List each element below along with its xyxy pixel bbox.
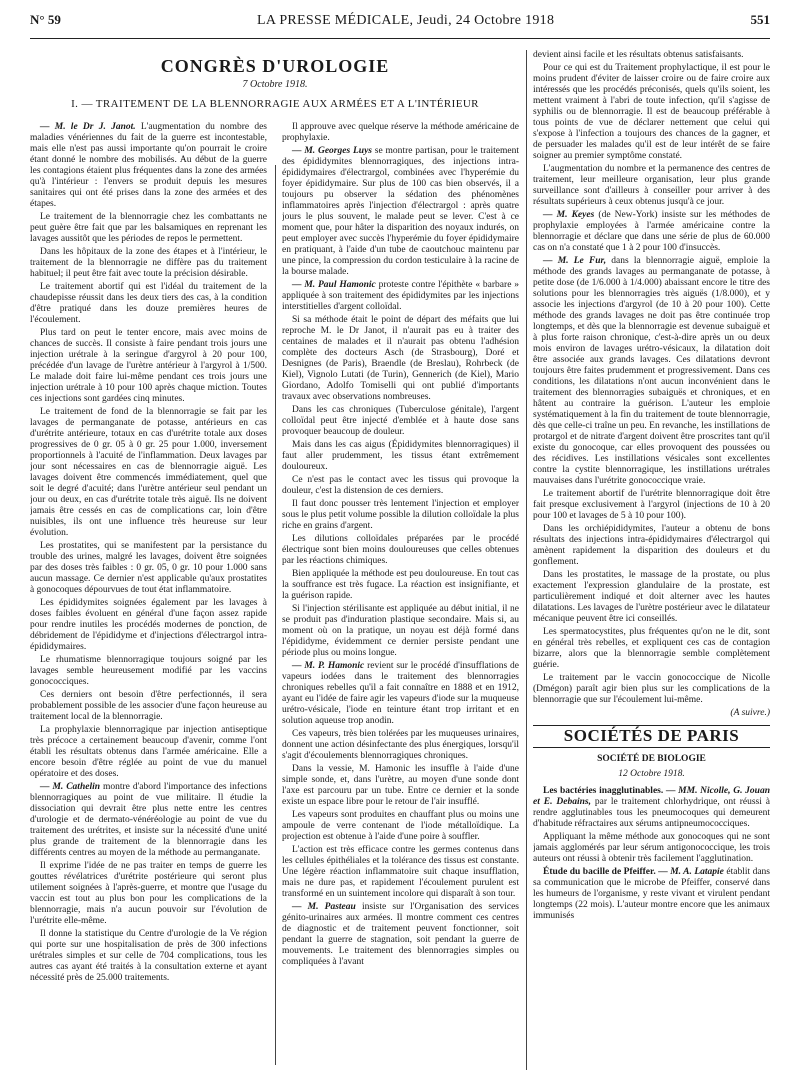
paragraph: L'action est très efficace contre les germes contenus dans les cellules épithéliales et la tolérance des tissus est constante. Une légère réaction inflammatoire suit chaque insufflation, mais ne dure pas, et rapidement l'écoulement purulent est transformé en un suintement incolore qui disparaît à son tour. xyxy=(282,845,519,899)
paragraph: Le rhumatisme blennorragique toujours soigné par les lavages semble heureusement modifié par les vaccins gonococciques. xyxy=(30,655,267,687)
speaker-name: — M. Le Fur, xyxy=(543,256,607,266)
paragraph-text: établit dans sa communication que le microbe de Pfeiffer, conservé dans les humeurs de l'organisme, y reste vivant et virulent pendant longtemps (22 mois). L'auteur montre encore que les animaux immunisés xyxy=(533,867,770,921)
paragraph-text: insiste sur l'Organisation des services génito-urinaires aux armées. Il montre comment ces centres de diagnostic et de traitement peuvent fonctionner, soit pendant la guerre de stagnation, soit pendant la guerre de mouvements. Le traitement des blennorragies simples ou compliquées à l'avant xyxy=(282,902,519,967)
societies-heading: SOCIÉTÉS DE PARIS xyxy=(563,726,740,745)
paragraph: Le traitement de fond de la blennorragie se fait par les lavages de permanganate de potasse, antérieurs en cas d'urétrite antérieure, totaux en cas d'urétrite totale aux doses progressives de 0 gr. 05 à 0 gr. 25 pour 1.000, inversement proportionnels à l'acuité de l'inflammation. Deux lavages par jour sont nécessaires en cas de blennorragie aiguë. Les lavages doivent être commencés immédiatement, quel que soit le degré d'acuité; dans l'urètre antérieur seul pendant un jour ou deux, en cas d'urétrite totale très aiguë. Ils ne doivent jamais être cessés en cas de complications car, loin d'être nuisibles, ils ont une influence très heureuse sur leur évolution. xyxy=(30,407,267,538)
publication-title: LA PRESSE MÉDICALE, Jeudi, 24 Octobre 1918 xyxy=(257,13,555,28)
paragraph xyxy=(282,902,519,968)
paragraph: Dans les orchiépididymites, l'auteur a obtenu de bons résultats des injections intra-épididymaires d'électrargol qui amènent rapidement la disparition des douleurs et du gonflement. xyxy=(533,524,770,567)
column-3 xyxy=(533,50,770,1070)
speaker-name: — M. Pasteau xyxy=(292,902,356,912)
paragraph-text: par le traitement chlorhydrique, ont réussi à rendre agglutinables tous les pneumocoques qui demeurent d'habitude réfractaires aux sérums antipneumococciques. xyxy=(533,797,770,829)
continued-note: (A suivre.) xyxy=(730,708,770,718)
society-date: 12 Octobre 1918. xyxy=(618,769,685,779)
paragraph: Il faut donc pousser très lentement l'injection et employer sous le plus petit volume possible la dilution colloïdale la plus riche en grains d'argent. xyxy=(282,499,519,531)
section-divider xyxy=(533,747,770,748)
speaker-name: — M. A. Latapie xyxy=(655,867,724,877)
speaker-name: — M. P. Hamonic xyxy=(292,661,365,671)
paragraph: Il donne la statistique du Centre d'urologie de la Ve région qui porte sur une hospitalisation de près de 300 infections urétrales simples et sur celle de 704 complications, tous les autres cas ayant été traités à la consultation externe et ayant nécessité près de 25.000 traitements. xyxy=(30,929,267,983)
paragraph: Si sa méthode était le point de départ des méfaits que lui reproche M. le Dr Janot, il n'aurait pas eu à traiter des centaines de malades et il n'aurait pas obtenu l'adhésion complète des docteurs Asch (de Strasbourg), Doré et Desnignes (de Paris), Braendle (de Breslau), Rohrbeck (de Kiel), Vignolo Lutati (de Turin), Gennerich (de Kiel), Mario Giordano, Adolfo Tomiselli qui ont publié d'importants travaux avec observations nombreuses. xyxy=(282,315,519,402)
speaker-name: — M. Cathelin xyxy=(40,782,101,792)
paragraph: Ces vapeurs, très bien tolérées par les muqueuses urinaires, donnent une action désinfectante des plus énergiques, lorsqu'il s'agit d'écoulements blennorragiques chroniques. xyxy=(282,729,519,761)
item-heading: Étude du bacille de Pfeiffer. xyxy=(543,867,656,877)
paragraph xyxy=(533,786,770,830)
paragraph: Bien appliquée la méthode est peu douloureuse. En tout cas la souffrance est très fugace. La réaction est insignifiante, et la guérison rapide. xyxy=(282,569,519,601)
paragraph: Le traitement abortif qui est l'idéal du traitement de la chaudepisse réussit dans les deux tiers des cas, à la condition d'être pratiqué dans les douze premières heures de l'écoulement. xyxy=(30,282,267,325)
page-header xyxy=(30,12,770,39)
column-divider xyxy=(526,50,527,1070)
paragraph xyxy=(282,661,519,727)
paragraph: Le traitement par le vaccin gonococcique de Nicolle (Dmégon) paraît agir bien plus sur les complications de la blennorragie que sur l'écoulement lui-même. xyxy=(533,673,770,705)
paragraph: La prophylaxie blennorragique par injection antiseptique très précoce a certainement beaucoup d'avenir, comme l'ont établi les résultats obtenus dans l'armée américaine. Elle a encore besoin d'être réglée au point de vue du manuel opératoire et des doses. xyxy=(30,725,267,779)
paragraph-text: se montre partisan, pour le traitement des épididymites blennorragiques, des injections intra-épididymaires d'électrargol, combinées avec l'hyperémie du foyer épididymaire. Sur plus de 100 cas bien observés, il a toujours pu observer la sédation des phénomènes inflammatoires après l'injection d'électrargol : après quatre jours le plus souvent, le malade peut se lever. C'est à ce moment que, pour hâter la disparition des noyaux indurés, on peut employer avec succès l'hyperémie du foyer épididymaire en pratiquant, à l'aide d'un tube de caoutchouc maintenu par une pince, la compression du cordon testiculaire à la racine de la bourse malade. xyxy=(282,146,519,277)
paragraph: Les spermatocystites, plus fréquentes qu'on ne le dit, sont en général très rebelles, et expliquent ces cas de contagion bizarre, alors que la blennorragie semble complètement guérie. xyxy=(533,627,770,670)
column-2 xyxy=(282,122,519,1070)
speaker-name: — M. le Dr J. Janot. xyxy=(40,122,136,132)
paragraph xyxy=(533,256,770,487)
paragraph: Les dilutions colloïdales préparées par le procédé électrique sont bien moins douloureuses que celles obtenues par les réactions chimiques. xyxy=(282,534,519,566)
paragraph xyxy=(282,280,519,313)
paragraph xyxy=(533,210,770,254)
paragraph: Le traitement de la blennorragie chez les combattants ne peut guère être fait que par les balsamiques en reprenant les lavages aussitôt que les périodes de repos le permettent. xyxy=(30,212,267,244)
paragraph: L'augmentation du nombre et la permanence des centres de traitement, leur meilleure organisation, leur plus grande surveillance sont d'ailleurs à conseiller pour arriver à des résultats supérieurs à ceux obtenus jusqu'à ce jour. xyxy=(533,164,770,207)
paragraph: Les vapeurs sont produites en chauffant plus ou moins une ampoule de verre contenant de l'iode métalloïdique. La projection est obtenue à l'aide d'une poire à souffler. xyxy=(282,810,519,842)
paragraph: Ce n'est pas le contact avec les tissus qui provoque la douleur, c'est la distension de ces derniers. xyxy=(282,475,519,496)
paragraph: Mais dans les cas aigus (Épididymites blennorragiques) il faut aller prudemment, les tissus étant extrêmement douloureux. xyxy=(282,440,519,472)
paragraph xyxy=(30,782,267,859)
speaker-name: — M. Georges Luys xyxy=(292,146,372,156)
issue-number: N° 59 xyxy=(30,12,61,27)
section-title: I. — TRAITEMENT DE LA BLENNORRAGIE AUX ARMÉES ET A L'INTÉRIEUR xyxy=(71,98,479,110)
paragraph: Dans la vessie, M. Hamonic les insuffle à l'aide d'une simple sonde, et, dans l'urètre, au moyen d'une sonde dont l'axe est parcouru par un tube. Entre ce dernier et la sonde existe un espace libre pour le retour de l'air insufflé. xyxy=(282,764,519,807)
paragraph xyxy=(282,146,519,278)
paragraph: Appliquant la même méthode aux gonocoques qui ne sont jamais agglomérés par leur sérum antigonococcique, les trois auteurs ont réussi à obtenir très facilement l'agglutination. xyxy=(533,832,770,864)
congress-date: 7 Octobre 1918. xyxy=(242,79,308,90)
speaker-name: — M. Keyes xyxy=(543,210,595,220)
paragraph xyxy=(533,867,770,922)
paragraph: Plus tard on peut le tenter encore, mais avec moins de chances de succès. Il consiste à faire pendant trois jours une injection urétrale à la seringue d'argyrol à 20 pour 100, précédée d'un lavage de l'urètre antérieur à l'argyrol à 1/500. Le malade doit faire lui-même pendant ces trois jours une injection urétrale à 10 pour 100 après chaque miction. Toutes ces injections sont gardées cinq minutes. xyxy=(30,328,267,404)
paragraph: Pour ce qui est du Traitement prophylactique, il est pour le moins prudent d'éviter de laisser croire ou de faire croire aux intéressés que les procédés préconisés, quels qu'ils soient, les mettent vraiment à l'abri de toute infection, qu'il s'agisse de syphilis ou de blennorragie. Il est de beaucoup préférable à tous points de vue de déclarer nettement que celui qui s'expose à l'infection a toujours des chances de la gagner, et de persuader les malades qu'il est de leur intérêt de se faire soigner au premier symptôme constaté. xyxy=(533,63,770,161)
paragraph: Il approuve avec quelque réserve la méthode américaine de prophylaxie. xyxy=(282,122,519,143)
paragraph: Dans les prostatites, le massage de la prostate, ou plus exactement l'expression glandulaire de la prostate, est particulièrement indiqué et doit alterner avec les hautes dilatations. Les lavages de l'urètre postérieur avec le dilatateur mécanique peuvent être ici conseillés. xyxy=(533,570,770,624)
congress-title: CONGRÈS D'UROLOGIE xyxy=(160,56,390,76)
society-name: SOCIÉTÉ DE BIOLOGIE xyxy=(597,754,706,764)
speaker-name: — MM. Nicolle, G. Jouan et E. Debains, xyxy=(533,786,770,807)
paragraph-text: (de New-York) insiste sur les méthodes de prophylaxie employées à l'armée américaine contre la blennorragie et déclare que dans une série de plus de 60.000 cas on n'a constaté que 1 à 2 pour 100 d'insuccès. xyxy=(533,210,770,253)
speaker-name: — M. Paul Hamonic xyxy=(292,280,376,290)
item-heading: Les bactéries inagglutinables. xyxy=(543,786,664,796)
paragraph-text: revient sur le procédé d'insufflations de vapeurs iodées dans le traitement des blennorragies chroniques rebelles qu'il a fait connaître en 1888 et en 1912, ayant eu l'idée de faire agir les vapeurs d'iode sur la muqueuse urétro-vésicale, l'iode en teinture étant trop irritant et en solution aqueuse trop anodin. xyxy=(282,661,519,726)
column-1 xyxy=(30,122,267,1070)
paragraph: Si l'injection stérilisante est appliquée au début initial, il ne se produit pas d'induration plastique secondaire. Mais si, au moment où on la pratique, un noyau est déjà formé dans l'épididyme, évidemment ce dernier persiste pendant une période plus ou moins longue. xyxy=(282,604,519,658)
paragraph: Dans les hôpitaux de la zone des étapes et à l'intérieur, le traitement de la blennorragie ne diffère pas du traitement habituel; il peut être fait avec toute la précision désirable. xyxy=(30,247,267,279)
paragraph: Ces derniers ont besoin d'être perfectionnés, il sera probablement possible de les associer d'une façon heureuse au traitement local de la blennorragie. xyxy=(30,690,267,722)
column-divider xyxy=(275,165,276,1065)
congress-heading xyxy=(30,56,520,90)
paragraph: Le traitement abortif de l'urétrite blennorragique doit être fait presque exclusivement à l'argyrol (injections de 10 à 20 pour 100 et lavages de 5 à 10 pour 100). xyxy=(533,489,770,521)
paragraph xyxy=(30,122,267,210)
paragraph-text: L'augmentation du nombre des maladies vénériennes du fait de la guerre est incontestable, mais elle n'est pas aussi importante qu'on pourrait le croire étant donné le nombre des mobilisés. Au début de la guerre les contagions étaient plus fréquentes dans la zone des armées qu'à l'intérieur : l'envers se produit depuis les mesures sanitaires qui ont été prises dans la zone des armées et des étapes. xyxy=(30,122,267,209)
paragraph-text: montre d'abord l'importance des infections blennorragiques au point de vue militaire. Il étudie la dissociation qui devrait être plus nette entre les centres d'urologie et de dermato-vénéréologie au point de vue du traitement des urétrites, et insiste sur la nécessité d'une unité plus grande de traitement de la blennorragie dans les différents centres au moyen de la méthode au permanganate. xyxy=(30,782,267,858)
paragraph-text: proteste contre l'épithète « barbare » appliquée à son traitement des épididymites par les injections interstitielles d'argent colloïdal. xyxy=(282,280,519,312)
paragraph: Il exprime l'idée de ne pas traiter en temps de guerre les gouttes révélatrices d'urétrite postérieure qui seront plus utilement soignées à l'après-guerre, et montre que l'usage du vaccin est tout au plus bon pour les complications de la blennorragie, mais n'a aucun pouvoir sur l'évolution de l'urétrite elle-même. xyxy=(30,861,267,926)
paragraph-text: dans la blennorragie aiguë, emploie la méthode des grands lavages au permanganate de potasse, à petite dose (de 1/6.000 à 1/4.000) abaissant encore le titre des solutions pour les blennorragies très aiguës (1/8.000), et y associe les injections d'argyrol (de 10 à 20 pour 100). Cette méthode des grands lavages ne doit pas être continuée trop longtemps, et dès que la blennorragie est devenue subaiguë et à plus forte raison chronique, c'est-à-dire après un ou deux mois environ de lavages urétro-vésicaux, la dilatation doit être associée aux grands lavages. Ces dilatations devront toujours être faites prudemment et progressivement. Dans ces conditions, les dilatations n'ont aucun inconvénient dans le traitement des blennorragies subaiguës et chroniques, et en hâtent au contraire la guérison. L'auteur les emploie systématiquement à la fin du traitement de toute blennorragie, dès que celle-ci traîne un peu. En revanche, les instillations de protargol et de nitrate d'argent doivent être proscrites tant qu'il existe du gonocoque, car elles provoquent des poussées ou des récidives. Les instillations vésicales sont excellentes contre la cystite blennorragique, les instillations urétrales mauvaises dans l'urétrite gonococcique vraie. xyxy=(533,256,770,486)
page-number: 551 xyxy=(750,12,770,27)
paragraph: Les épididymites soignées également par les lavages à doses faibles évoluent en général d'une façon assez rapide pour rendre inutiles les procédés modernes de ponction, de débridement de l'épididyme et d'injections d'électrargol intra-épididymaires. xyxy=(30,598,267,652)
paragraph: devient ainsi facile et les résultats obtenus satisfaisants. xyxy=(533,50,744,60)
paragraph: Dans les cas chroniques (Tuberculose génitale), l'argent colloïdal peut être injecté d'emblée et à haute dose sans provoquer beaucoup de douleur. xyxy=(282,405,519,437)
paragraph: Les prostatites, qui se manifestent par la persistance du trouble des urines, malgré les lavages, doivent être soignées par des doses très faibles : 0 gr. 05, 0 gr. 10 pour 1.000 sans aucun massage. Ce dernier n'est applicable qu'aux prostatites à gonocoques dépourvues de tout état inflammatoire. xyxy=(30,541,267,595)
article-columns xyxy=(30,50,770,1075)
